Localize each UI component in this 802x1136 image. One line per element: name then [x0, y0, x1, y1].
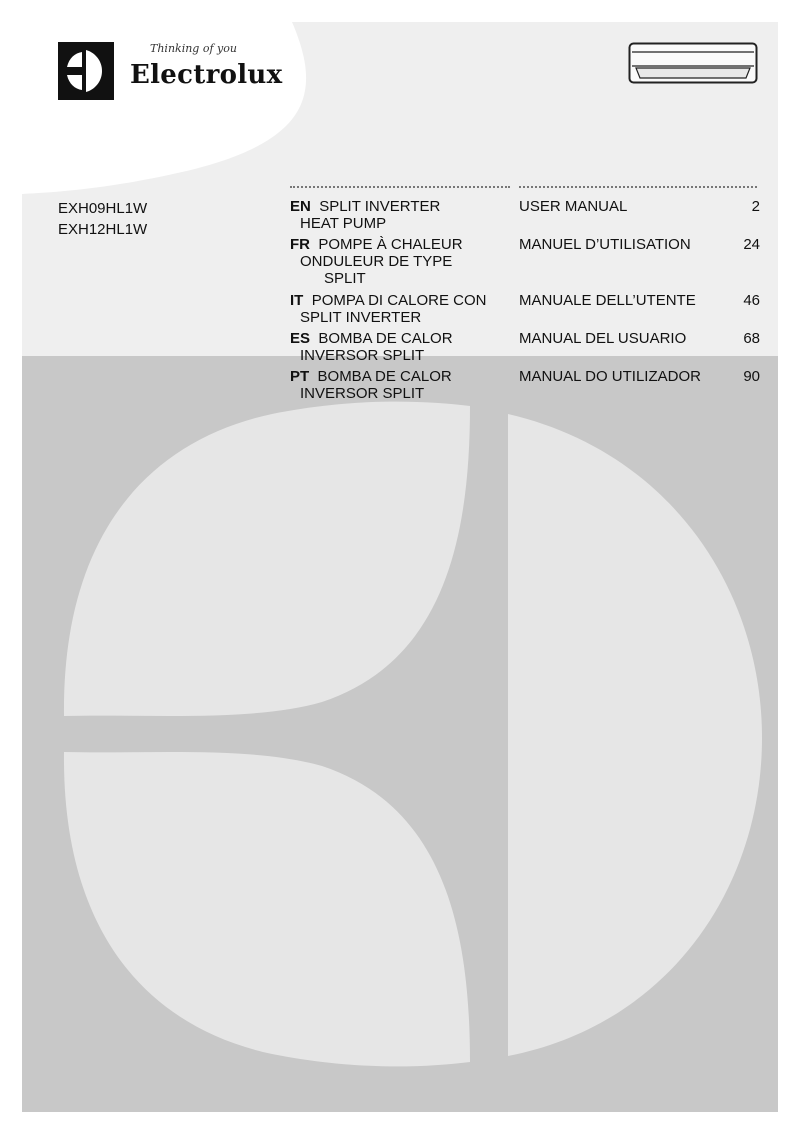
language-code: ES [290, 330, 311, 347]
manual-title: MANUEL D’UTILISATION [519, 236, 691, 253]
product-line: ONDULEUR DE TYPE [300, 253, 453, 270]
brand-logo [58, 42, 288, 102]
page-number: 24 [743, 236, 760, 253]
product-name [290, 198, 510, 232]
page-number: 90 [743, 368, 760, 385]
dotted-divider [519, 186, 757, 190]
page-number: 2 [751, 198, 760, 215]
product-line: POMPE À CHALEUR [318, 236, 463, 253]
model-number: EXH12HL1W [58, 221, 148, 238]
product-name [290, 292, 520, 326]
language-code: EN [290, 198, 311, 215]
product-name [290, 368, 510, 402]
watermark-upper-leaf [64, 402, 470, 716]
model-number: EXH09HL1W [58, 200, 148, 217]
manual-title: MANUAL DEL USUARIO [519, 330, 687, 347]
language-code: PT [290, 368, 310, 385]
product-line: SPLIT [324, 270, 366, 287]
product-name [290, 236, 510, 287]
watermark-right-half [508, 414, 762, 1056]
product-line: BOMBA DE CALOR [318, 330, 453, 347]
page-number: 46 [743, 292, 760, 309]
language-code: FR [290, 236, 310, 253]
air-conditioner-icon [628, 42, 758, 86]
electrolux-logo-icon [58, 42, 114, 100]
product-line: POMPA DI CALORE CON [311, 292, 487, 309]
product-line: INVERSOR SPLIT [300, 385, 425, 402]
brand-tagline: Thinking of you [150, 42, 237, 55]
dotted-divider [290, 186, 510, 190]
watermark-lower-leaf [64, 752, 470, 1066]
product-line: SPLIT INVERTER [300, 309, 422, 326]
manual-title: MANUALE DELL’UTENTE [519, 292, 696, 309]
page-number: 68 [743, 330, 760, 347]
manual-title: MANUAL DO UTILIZADOR [519, 368, 701, 385]
product-line: INVERSOR SPLIT [300, 347, 425, 364]
brand-name: Electrolux [130, 60, 283, 90]
product-line: BOMBA DE CALOR [317, 368, 452, 385]
model-list [58, 198, 147, 240]
manual-title: USER MANUAL [519, 198, 628, 215]
cover-page [22, 22, 778, 1112]
product-name [290, 330, 510, 364]
language-code: IT [290, 292, 304, 309]
product-line: HEAT PUMP [300, 215, 387, 232]
product-line: SPLIT INVERTER [319, 198, 441, 215]
